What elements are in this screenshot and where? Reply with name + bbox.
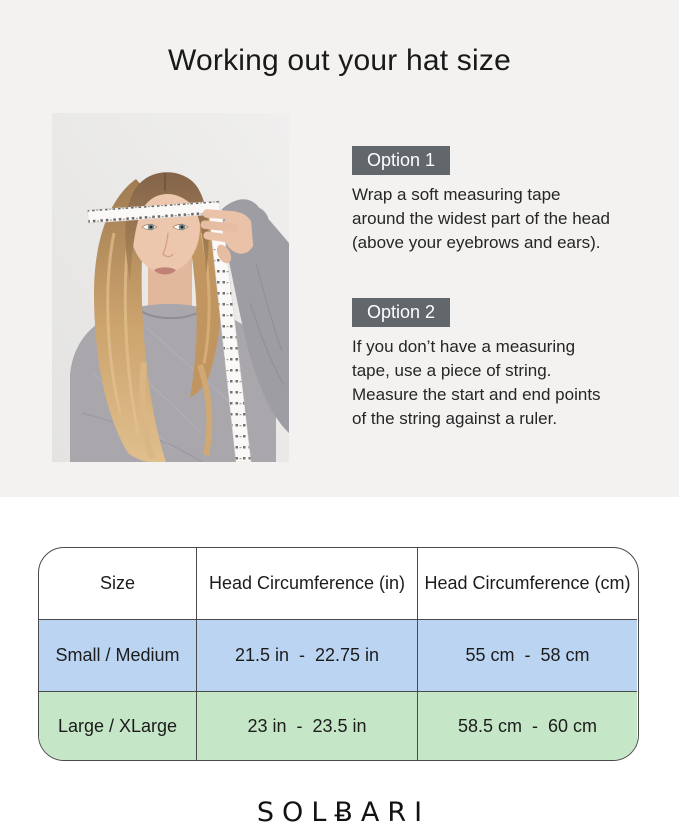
row-small-medium-cm: 55 cm - 58 cm	[418, 619, 637, 691]
option-2-block	[352, 298, 644, 431]
option-2-badge: Option 2	[352, 298, 450, 327]
model-photo	[52, 113, 289, 462]
header-cell-inches: Head Circumference (in)	[197, 548, 418, 619]
option-2-text	[352, 335, 644, 431]
option-2-line: of the string against a ruler.	[352, 409, 558, 428]
options-column	[352, 146, 644, 431]
option-2-line: tape, use a piece of string.	[352, 361, 552, 380]
measuring-photo-illustration	[52, 113, 289, 462]
header-cell-cm: Head Circumference (cm)	[424, 573, 631, 593]
brand-logo: SOLɃARI	[256, 797, 431, 828]
option-2-line: If you don’t have a measuring	[352, 337, 576, 356]
row-large-xlarge-size: Large / XLarge	[39, 691, 197, 760]
option-1-badge: Option 1	[352, 146, 450, 175]
option-1-line: (above your eyebrows and ears).	[352, 233, 601, 252]
size-chart-table	[38, 547, 639, 761]
header-cell-size: Size	[39, 548, 197, 619]
option-1-block	[352, 146, 644, 255]
row-large-xlarge-inches: 23 in - 23.5 in	[197, 691, 418, 760]
option-1-text	[352, 183, 644, 255]
option-1-line: around the widest part of the head	[352, 209, 611, 228]
row-small-medium-size: Small / Medium	[39, 619, 197, 691]
row-large-xlarge-cm: 58.5 cm - 60 cm	[418, 691, 637, 760]
row-small-medium-inches: 21.5 in - 22.75 in	[197, 619, 418, 691]
option-1-line: Wrap a soft measuring tape	[352, 185, 561, 204]
option-2-line: Measure the start and end points	[352, 385, 601, 404]
page-title: Working out your hat size	[168, 44, 511, 77]
